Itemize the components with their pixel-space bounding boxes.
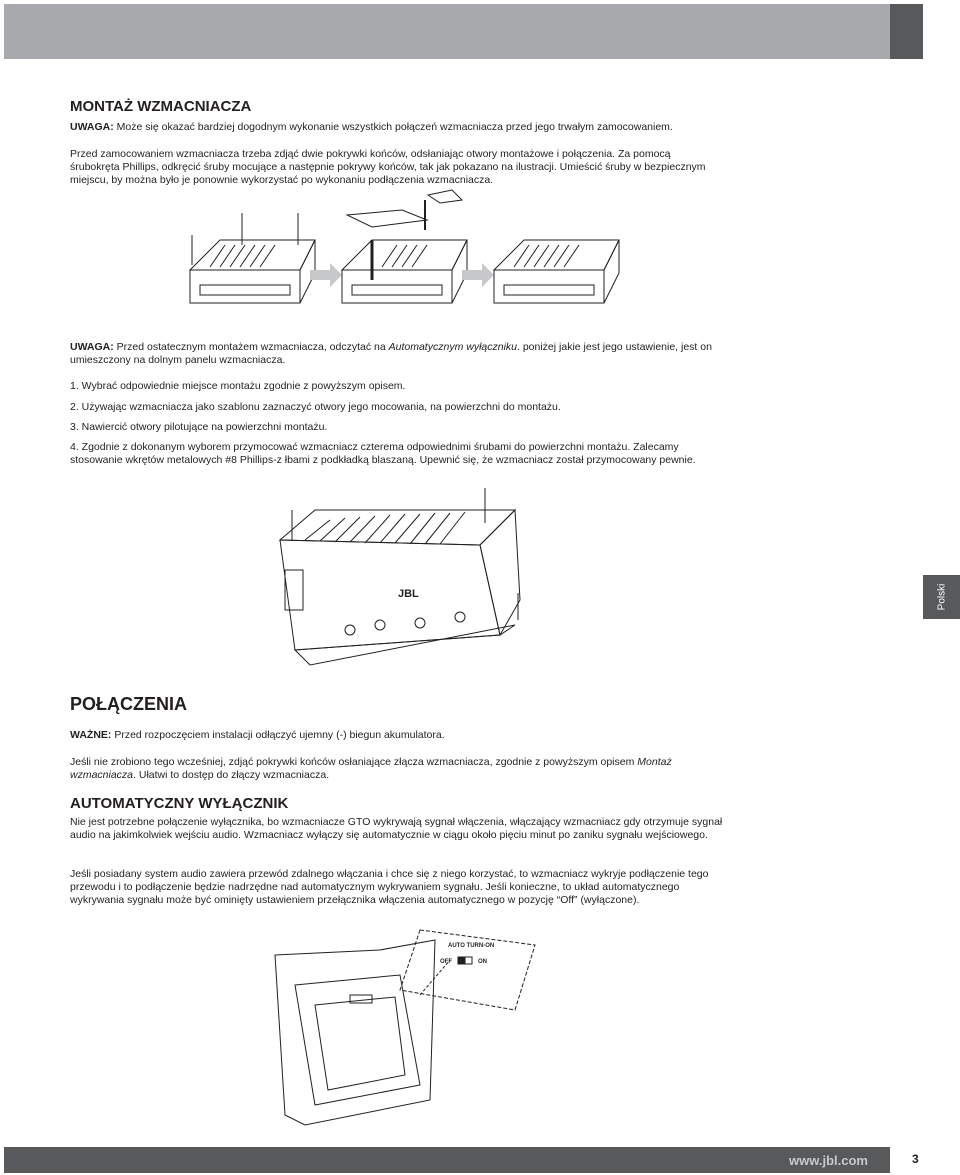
important-text: Przed rozpoczęciem instalacji odłączyć ujemny (-) biegun akumulatora. (111, 729, 445, 741)
auto-turn-on-label: AUTO TURN-ON (448, 943, 495, 949)
section-title-polaczenia: POŁĄCZENIA (70, 694, 187, 714)
note-label: UWAGA: (70, 121, 114, 133)
para-post: . Ułatwi to dostęp do złączy wzmacniacza. (133, 769, 330, 781)
language-tab (923, 575, 960, 619)
montaz-note-2 (70, 341, 720, 367)
page-number: 3 (912, 1152, 919, 1166)
amplifier-illustration-3 (494, 240, 619, 303)
note2-post: . poniżej jakie jest jego ustawienie, jest on umieszczony na dolnym panelu wzmacniacza. (70, 341, 712, 366)
header-bar (4, 4, 890, 59)
amplifier-illustration-2 (342, 190, 467, 303)
section-title-wylacznik: AUTOMATYCZNY WYŁĄCZNIK (70, 795, 289, 812)
step-4: 4. Zgodnie z dokonanym wyborem przymocować wzmacniacz czterema odpowiednimi śrubami do powierzchni montażu. Zalecamy stosowanie wkrętów metalowych #8 Phillips-z łbami z podkładką blaszaną. Upewnić się, że wzmacniacz został przymocowany pewnie. (70, 441, 696, 466)
auto-turn-on-switch-figure (270, 925, 540, 1130)
note2-pre: Przed ostatecznym montażem wzmacniacza, odczytać na (113, 341, 389, 353)
footer-url[interactable]: www.jbl.com (789, 1153, 868, 1168)
montaz-note (70, 121, 790, 134)
mounting-figure (270, 485, 530, 680)
language-tab-label: Polski (936, 583, 947, 611)
endcap-removal-figure (180, 185, 620, 315)
step-3: 3. Nawiercić otwory pilotujące na powierzchni montażu. (70, 421, 328, 433)
para-pre: Jeśli nie zrobiono tego wcześniej, zdjąć pokrywki końców osłaniające złącza wzmacniacza, zgodnie z powyższym opisem (70, 756, 638, 768)
jbl-logo: JBL (398, 588, 419, 600)
important-note (70, 729, 720, 742)
wylacznik-paragraph-1: Nie jest potrzebne połączenie wyłącznika, bo wzmacniacze GTO wykrywają sygnał włączenia, włączający wzmacniacz gdy otrzymuje sygnał audio na jakimkolwiek wejściu audio. Wzmacniacz wyłączy się automatycznie w ciągu około pięciu minut po zaniku sygnału wejściowego. (70, 816, 723, 841)
note-text: Może się okazać bardziej dogodnym wykonanie wszystkich połączeń wzmacniacza przed jego trwałym zamocowaniem. (113, 121, 673, 133)
section-title-montaz: MONTAŻ WZMACNIACZA (70, 98, 252, 115)
montaz-paragraph: Przed zamocowaniem wzmacniacza trzeba zdjąć dwie pokrywki końców, odsłaniając otwory montażowe i połączenia. Za pomocą śrubokręta Phillips, odkręcić śruby mocujące a następnie pokrywy końców, tak jak pokazano na ilustracji. Umieścić śruby w bezpiecznym miejscu, by można było je ponownie wykorzystać po wykonaniu podłączenia wzmacniacza. (70, 148, 706, 186)
note2-label: UWAGA: (70, 341, 114, 353)
amplifier-illustration-1 (190, 213, 315, 303)
note2-italic: Automatycznym wyłączniku (388, 341, 517, 353)
switch-on-label: ON (478, 959, 487, 965)
wylacznik-paragraph-2: Jeśli posiadany system audio zawiera przewód zdalnego włączania i chce się z niego korzystać, to wzmacniacz wykryje podłączenie tego przewodu i to podłączenie będzie nadrzędne nad automatycznym wykrywaniem sygnału. Jeśli konieczne, to układ automatycznego wykrywania sygnału może być ominięty ustawieniem przełącznika włączenia automatycznego w pozycję “Off” (wyłączone). (70, 868, 709, 906)
footer-bar (4, 1147, 890, 1173)
polaczenia-paragraph (70, 756, 720, 782)
important-label: WAŻNE: (70, 729, 112, 741)
step-2: 2. Używając wzmacniacza jako szablonu zaznaczyć otwory jego mocowania, na powierzchni do montażu. (70, 401, 561, 413)
para-italic: Montaż wzmacniacza (70, 756, 672, 781)
header-bar-accent (890, 4, 923, 59)
switch-off-label: OFF (440, 959, 452, 965)
step-1: 1. Wybrać odpowiednie miejsce montażu zgodnie z powyższym opisem. (70, 380, 406, 392)
